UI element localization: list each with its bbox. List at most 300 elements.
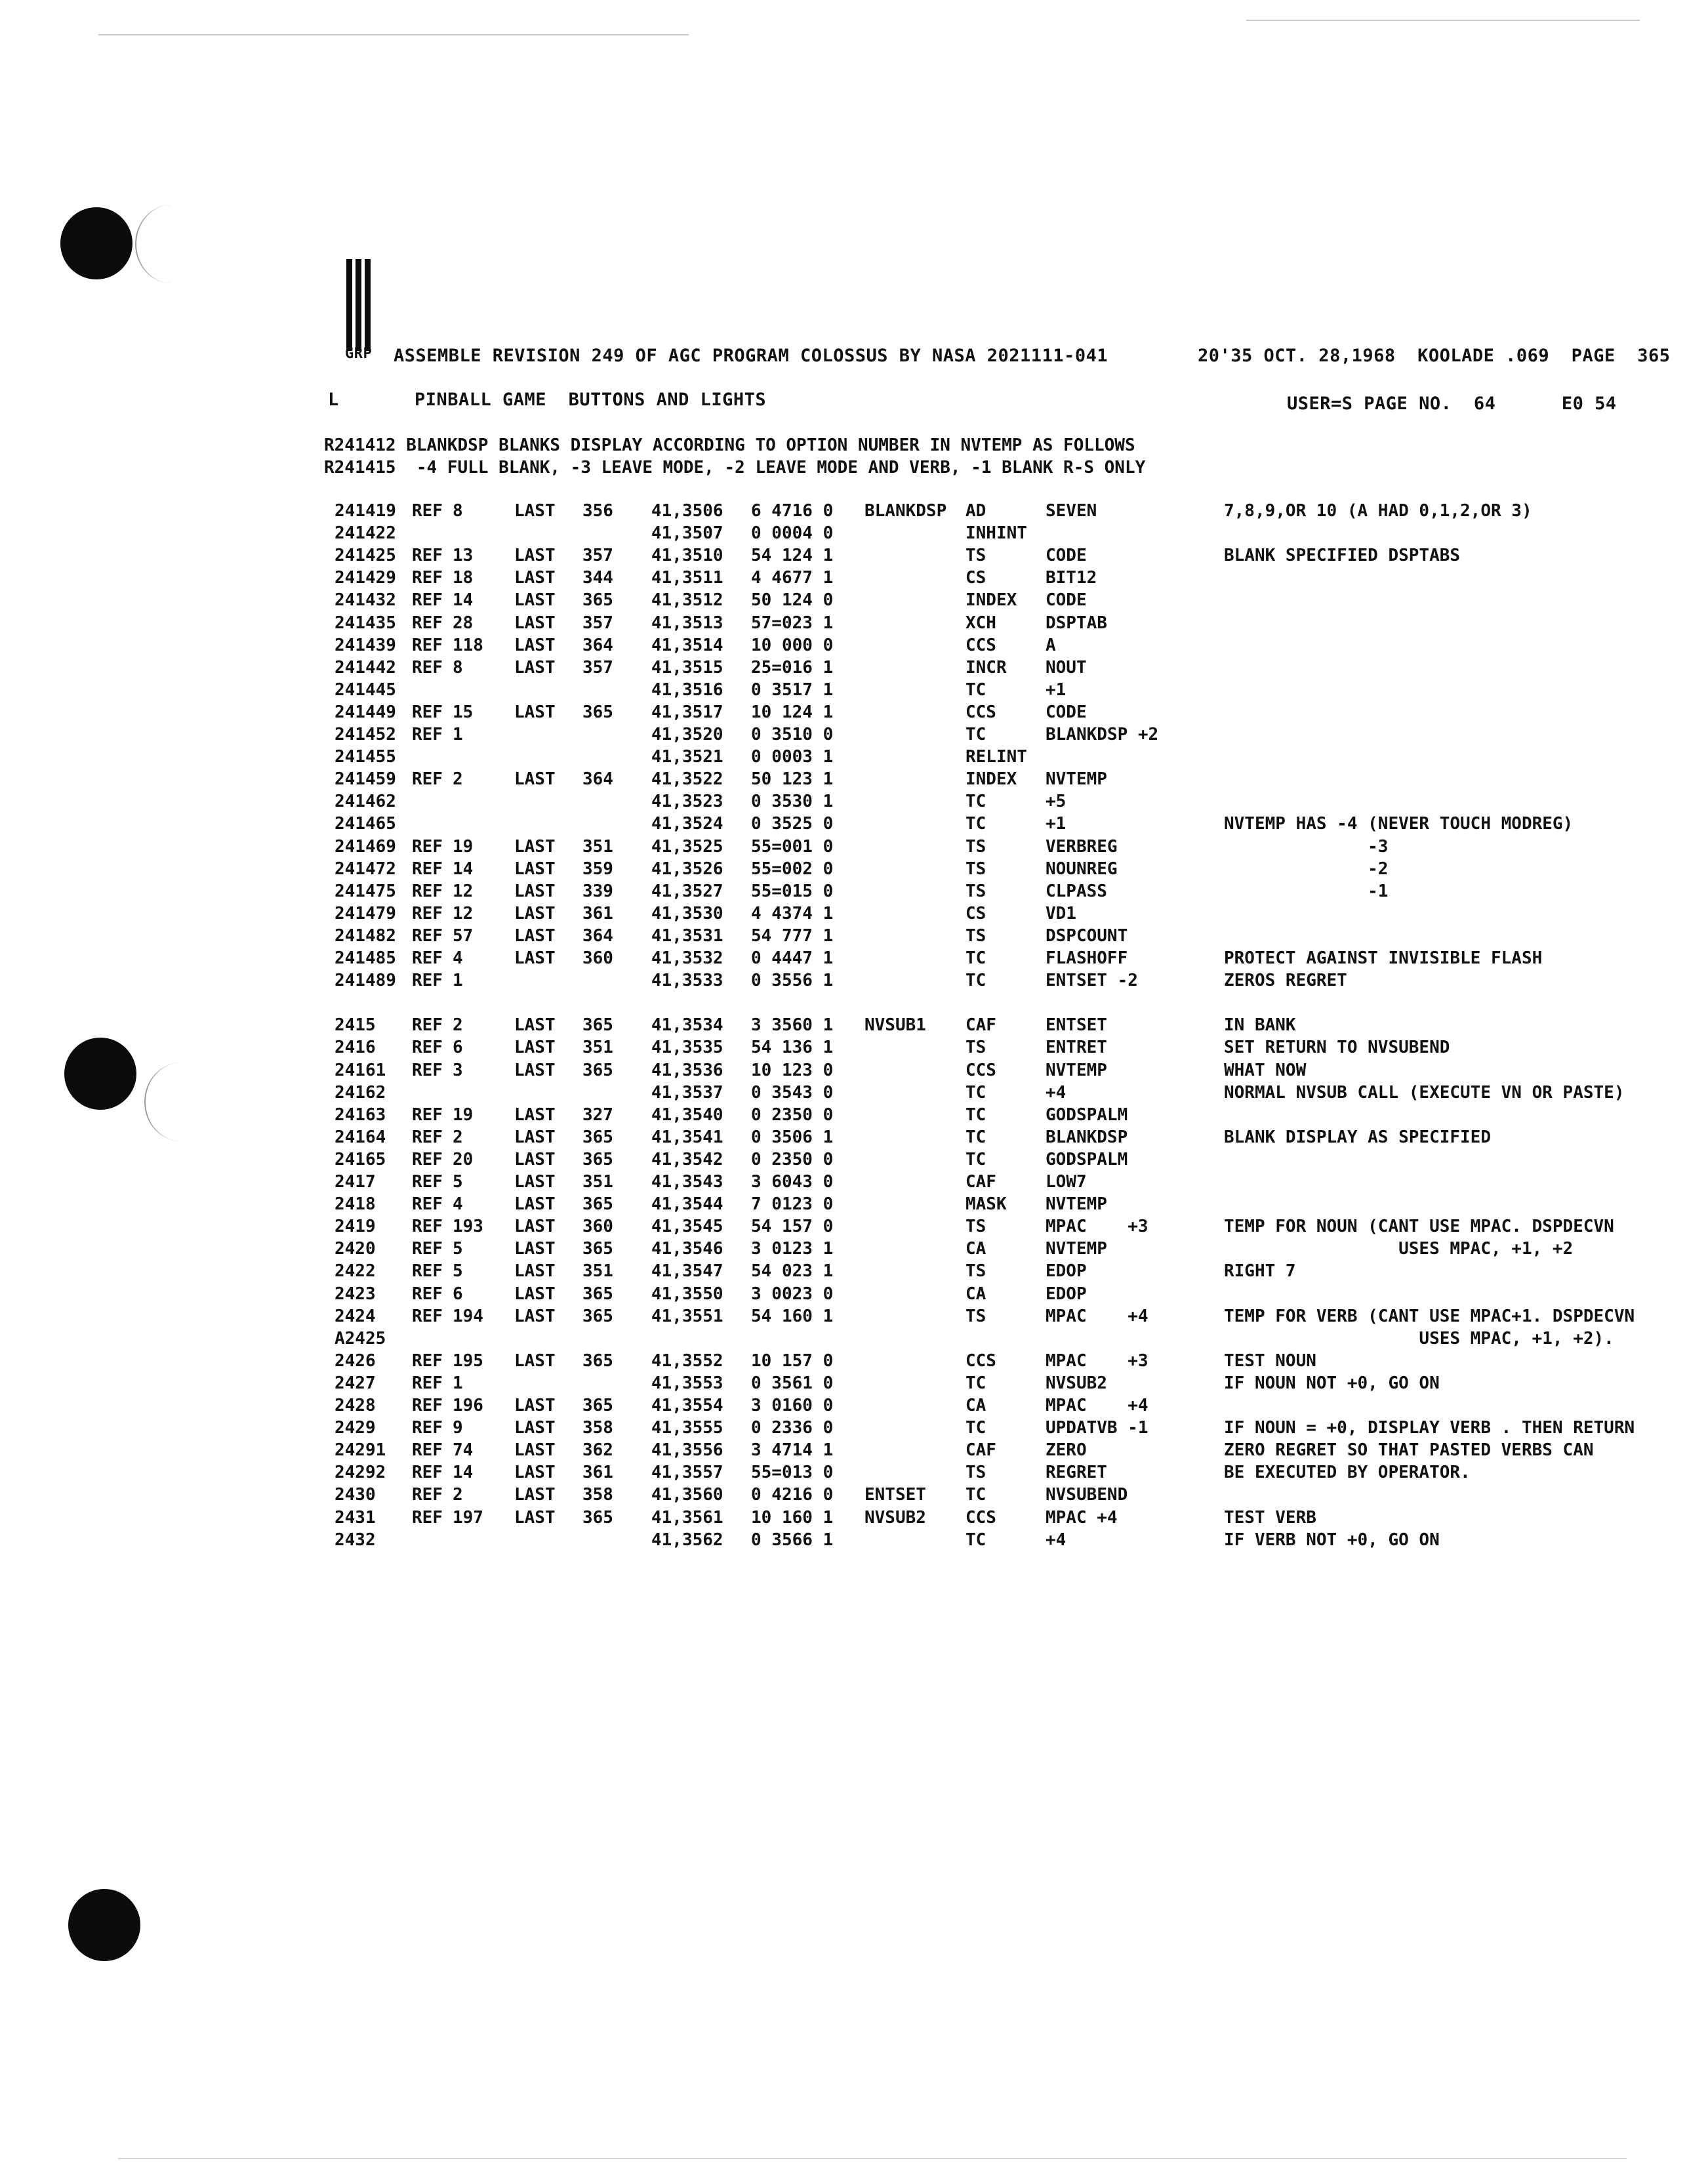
cell-ref-count: 2 [453, 1015, 463, 1035]
cell-last-page: 362 [582, 1440, 613, 1460]
cell-ref: REF [412, 636, 443, 655]
cell-ref-count: 193 [453, 1217, 483, 1236]
cell-last-page: 360 [582, 1217, 613, 1236]
cell-ref-count: 12 [453, 882, 474, 901]
listing-row [0, 837, 1708, 859]
listing-row [0, 1440, 1708, 1463]
cell-location: 2424 [335, 1307, 376, 1326]
cell-last-page: 365 [582, 1508, 613, 1528]
cell-last-page: 351 [582, 837, 613, 857]
cell-address: 41,3522 [651, 769, 723, 789]
cell-operand: UPDATVB -1 [1046, 1418, 1149, 1438]
cell-ref: REF [412, 702, 443, 722]
cell-address: 41,3542 [651, 1150, 723, 1169]
cell-ref: REF [412, 859, 443, 879]
cell-operand: NVTEMP [1046, 1061, 1107, 1080]
cell-ref: REF [412, 1440, 443, 1460]
cell-address: 41,3521 [651, 747, 723, 767]
cell-ref: REF [412, 926, 443, 946]
cell-label: NVSUB2 [864, 1508, 926, 1528]
cell-location: 2419 [335, 1217, 376, 1236]
cell-address: 41,3560 [651, 1485, 723, 1505]
cell-last-page: 356 [582, 501, 613, 521]
cell-location: 2418 [335, 1194, 376, 1214]
cell-last: LAST [514, 546, 556, 565]
cell-machine-word: 50 124 0 [751, 590, 834, 610]
cell-ref-count: 14 [453, 590, 474, 610]
cell-opcode: TC [966, 971, 986, 990]
cell-operand: ENTSET [1046, 1015, 1107, 1035]
cell-operand: DSPCOUNT [1046, 926, 1128, 946]
cell-machine-word: 0 3506 1 [751, 1127, 834, 1147]
cell-ref-count: 2 [453, 769, 463, 789]
listing-row [0, 1284, 1708, 1307]
listing-row [0, 948, 1708, 971]
cell-operand: EDOP [1046, 1284, 1087, 1304]
cell-comment: IF NOUN = +0, DISPLAY VERB . THEN RETURN [1224, 1418, 1635, 1438]
cell-machine-word: 0 3510 0 [751, 725, 834, 744]
cell-machine-word: 6 4716 0 [751, 501, 834, 521]
header-assembly-line: ASSEMBLE REVISION 249 OF AGC PROGRAM COLOSSUS BY NASA 2021111-041 [394, 346, 1108, 366]
cell-location: 241475 [335, 882, 396, 901]
cell-machine-word: 10 157 0 [751, 1351, 834, 1371]
cell-last-page: 365 [582, 1061, 613, 1080]
cell-operand: BIT12 [1046, 568, 1097, 588]
cell-ref: REF [412, 1396, 443, 1415]
cell-last: LAST [514, 1061, 556, 1080]
cell-opcode: CCS [966, 1508, 996, 1528]
cell-location: 2423 [335, 1284, 376, 1304]
cell-operand: BLANKDSP [1046, 1127, 1128, 1147]
cell-ref: REF [412, 1105, 443, 1125]
cell-address: 41,3554 [651, 1396, 723, 1415]
cell-operand: GODSPALM [1046, 1105, 1128, 1125]
listing-row [0, 523, 1708, 546]
cell-ref-count: 14 [453, 859, 474, 879]
cell-operand: EDOP [1046, 1261, 1087, 1281]
cell-last-page: 351 [582, 1172, 613, 1192]
cell-ref-count: 18 [453, 568, 474, 588]
cell-ref: REF [412, 658, 443, 678]
cell-last-page: 365 [582, 1284, 613, 1304]
cell-opcode: TC [966, 814, 986, 834]
cell-location: 241482 [335, 926, 396, 946]
cell-comment: TEMP FOR NOUN (CANT USE MPAC. DSPDECVN [1224, 1217, 1614, 1236]
cell-comment: IF NOUN NOT +0, GO ON [1224, 1373, 1440, 1393]
cell-address: 41,3547 [651, 1261, 723, 1281]
listing-row [0, 501, 1708, 523]
cell-location: 241489 [335, 971, 396, 990]
listing-row [0, 904, 1708, 926]
cell-last-page: 327 [582, 1105, 613, 1125]
cell-last: LAST [514, 1508, 556, 1528]
cell-last: LAST [514, 590, 556, 610]
listing-row [0, 1261, 1708, 1284]
cell-ref: REF [412, 1061, 443, 1080]
cell-ref-count: 14 [453, 1463, 474, 1482]
cell-ref-count: 5 [453, 1239, 463, 1259]
cell-ref-count: 1 [453, 725, 463, 744]
cell-operand: +4 [1046, 1083, 1067, 1103]
cell-operand: REGRET [1046, 1463, 1107, 1482]
cell-last: LAST [514, 1261, 556, 1281]
cell-address: 41,3513 [651, 613, 723, 633]
cell-location: 241439 [335, 636, 396, 655]
cell-last: LAST [514, 1440, 556, 1460]
cell-ref: REF [412, 1463, 443, 1482]
cell-opcode: TC [966, 1105, 986, 1125]
listing-row [0, 1194, 1708, 1217]
listing-row [0, 926, 1708, 948]
cell-opcode: TS [966, 1217, 986, 1236]
cell-last: LAST [514, 1418, 556, 1438]
cell-ref: REF [412, 1351, 443, 1371]
cell-last-page: 357 [582, 613, 613, 633]
cell-ref-count: 4 [453, 948, 463, 968]
cell-ref: REF [412, 568, 443, 588]
cell-last-page: 351 [582, 1261, 613, 1281]
cell-comment: TEMP FOR VERB (CANT USE MPAC+1. DSPDECVN [1224, 1307, 1635, 1326]
cell-location: 241419 [335, 501, 396, 521]
cell-address: 41,3540 [651, 1105, 723, 1125]
cell-opcode: CA [966, 1396, 986, 1415]
cell-ref-count: 2 [453, 1127, 463, 1147]
cell-last-page: 357 [582, 546, 613, 565]
cell-last-page: 364 [582, 926, 613, 946]
cell-operand: VD1 [1046, 904, 1076, 923]
cell-operand: MPAC +4 [1046, 1508, 1118, 1528]
cell-address: 41,3506 [651, 501, 723, 521]
cell-opcode: TS [966, 1261, 986, 1281]
cell-comment: USES MPAC, +1, +2 [1224, 1239, 1574, 1259]
cell-address: 41,3552 [651, 1351, 723, 1371]
listing-row [0, 747, 1708, 769]
cell-opcode: TC [966, 1530, 986, 1550]
cell-last-page: 365 [582, 1150, 613, 1169]
cell-machine-word: 10 000 0 [751, 636, 834, 655]
cell-last: LAST [514, 568, 556, 588]
cell-ref-count: 9 [453, 1418, 463, 1438]
cell-comment: USES MPAC, +1, +2). [1224, 1329, 1614, 1349]
cell-opcode: INDEX [966, 590, 1017, 610]
cell-address: 41,3524 [651, 814, 723, 834]
cell-comment: IF VERB NOT +0, GO ON [1224, 1530, 1440, 1550]
cell-last: LAST [514, 658, 556, 678]
cell-ref: REF [412, 1015, 443, 1035]
cell-location: 24164 [335, 1127, 386, 1147]
cell-last-page: 365 [582, 702, 613, 722]
cell-operand: ENTRET [1046, 1038, 1107, 1057]
cell-last: LAST [514, 882, 556, 901]
cell-last-page: 358 [582, 1485, 613, 1505]
cell-label: NVSUB1 [864, 1015, 926, 1035]
cell-ref: REF [412, 1127, 443, 1147]
cell-address: 41,3532 [651, 948, 723, 968]
cell-opcode: TC [966, 1127, 986, 1147]
listing-row [0, 971, 1708, 993]
cell-last-page: 358 [582, 1418, 613, 1438]
cell-last-page: 360 [582, 948, 613, 968]
cell-opcode: CCS [966, 1351, 996, 1371]
cell-machine-word: 0 0004 0 [751, 523, 834, 543]
cell-address: 41,3550 [651, 1284, 723, 1304]
cell-machine-word: 55=002 0 [751, 859, 834, 879]
cell-address: 41,3535 [651, 1038, 723, 1057]
listing-row [0, 1239, 1708, 1261]
cell-address: 41,3511 [651, 568, 723, 588]
cell-machine-word: 3 0123 1 [751, 1239, 834, 1259]
cell-machine-word: 50 123 1 [751, 769, 834, 789]
cell-operand: CODE [1046, 546, 1087, 565]
cell-operand: CLPASS [1046, 882, 1107, 901]
cell-machine-word: 3 6043 0 [751, 1172, 834, 1192]
cell-machine-word: 4 4677 1 [751, 568, 834, 588]
cell-address: 41,3525 [651, 837, 723, 857]
cell-ref: REF [412, 1172, 443, 1192]
cell-machine-word: 10 160 1 [751, 1508, 834, 1528]
cell-address: 41,3530 [651, 904, 723, 923]
cell-opcode: TS [966, 1307, 986, 1326]
cell-location: 241479 [335, 904, 396, 923]
listing-row [0, 1127, 1708, 1150]
punch-hole-ghost-top [135, 205, 209, 283]
cell-opcode: MASK [966, 1194, 1007, 1214]
cell-operand: BLANKDSP +2 [1046, 725, 1159, 744]
cell-operand: NOUT [1046, 658, 1087, 678]
cell-location: 241465 [335, 814, 396, 834]
cell-last: LAST [514, 948, 556, 968]
header-log-letter: L [328, 390, 339, 410]
cell-opcode: TC [966, 680, 986, 700]
cell-comment: IN BANK [1224, 1015, 1296, 1035]
cell-location: 241449 [335, 702, 396, 722]
cell-ref-count: 19 [453, 1105, 474, 1125]
cell-last: LAST [514, 1105, 556, 1125]
cell-address: 41,3533 [651, 971, 723, 990]
cell-machine-word: 3 0023 0 [751, 1284, 834, 1304]
cell-operand: NVTEMP [1046, 769, 1107, 789]
cell-machine-word: 3 0160 0 [751, 1396, 834, 1415]
cell-last-page: 361 [582, 904, 613, 923]
listing-row [0, 993, 1708, 1015]
cell-last: LAST [514, 837, 556, 857]
cell-operand: MPAC +3 [1046, 1351, 1149, 1371]
cell-opcode: TC [966, 948, 986, 968]
scan-speck [98, 34, 689, 35]
cell-last: LAST [514, 1284, 556, 1304]
cell-address: 41,3515 [651, 658, 723, 678]
cell-last: LAST [514, 1150, 556, 1169]
cell-last: LAST [514, 859, 556, 879]
cell-operand: +1 [1046, 814, 1067, 834]
cell-last: LAST [514, 1396, 556, 1415]
cell-machine-word: 10 123 0 [751, 1061, 834, 1080]
cell-opcode: RELINT [966, 747, 1027, 767]
listing-row [0, 1351, 1708, 1373]
listing-row [0, 658, 1708, 680]
header-date-page: 20'35 OCT. 28,1968 KOOLADE .069 PAGE 365 [1198, 346, 1671, 366]
cell-location: 241422 [335, 523, 396, 543]
cell-opcode: TS [966, 1038, 986, 1057]
cell-comment: SET RETURN TO NVSUBEND [1224, 1038, 1450, 1057]
cell-ref-count: 196 [453, 1396, 483, 1415]
cell-location: 241485 [335, 948, 396, 968]
cell-comment: TEST NOUN [1224, 1351, 1316, 1371]
cell-machine-word: 55=015 0 [751, 882, 834, 901]
cell-address: 41,3555 [651, 1418, 723, 1438]
cell-opcode: TC [966, 1373, 986, 1393]
cell-last: LAST [514, 1038, 556, 1057]
cell-ref: REF [412, 590, 443, 610]
cell-machine-word: 54 023 1 [751, 1261, 834, 1281]
cell-opcode: TC [966, 725, 986, 744]
cell-ref: REF [412, 501, 443, 521]
cell-address: 41,3534 [651, 1015, 723, 1035]
listing-row [0, 1329, 1708, 1351]
cell-comment: PROTECT AGAINST INVISIBLE FLASH [1224, 948, 1543, 968]
listing-row [0, 568, 1708, 590]
cell-ref: REF [412, 1373, 443, 1393]
cell-last-page: 359 [582, 859, 613, 879]
cell-address: 41,3551 [651, 1307, 723, 1326]
cell-last: LAST [514, 1217, 556, 1236]
cell-last-page: 365 [582, 1015, 613, 1035]
cell-ref-count: 74 [453, 1440, 474, 1460]
cell-operand: ZERO [1046, 1440, 1087, 1460]
cell-opcode: CCS [966, 636, 996, 655]
cell-operand: A [1046, 636, 1056, 655]
cell-machine-word: 0 4216 0 [751, 1485, 834, 1505]
cell-address: 41,3541 [651, 1127, 723, 1147]
cell-opcode: TC [966, 1150, 986, 1169]
cell-machine-word: 0 2336 0 [751, 1418, 834, 1438]
listing-row [0, 1217, 1708, 1239]
cell-address: 41,3544 [651, 1194, 723, 1214]
cell-ref-count: 194 [453, 1307, 483, 1326]
cell-address: 41,3507 [651, 523, 723, 543]
cell-ref-count: 15 [453, 702, 474, 722]
cell-last-page: 351 [582, 1038, 613, 1057]
cell-last: LAST [514, 904, 556, 923]
listing-row [0, 859, 1708, 882]
listing-row [0, 725, 1708, 747]
cell-machine-word: 0 3517 1 [751, 680, 834, 700]
cell-machine-word: 54 136 1 [751, 1038, 834, 1057]
cell-last: LAST [514, 1307, 556, 1326]
header-user-page: USER=S PAGE NO. 64 E0 54 [1287, 394, 1617, 414]
cell-opcode: TC [966, 1418, 986, 1438]
cell-machine-word: 54 157 0 [751, 1217, 834, 1236]
cell-last: LAST [514, 1239, 556, 1259]
cell-last: LAST [514, 1015, 556, 1035]
cell-operand: SEVEN [1046, 501, 1097, 521]
cell-ref: REF [412, 837, 443, 857]
cell-location: 2428 [335, 1396, 376, 1415]
cell-ref: REF [412, 1217, 443, 1236]
cell-machine-word: 0 3556 1 [751, 971, 834, 990]
cell-ref-count: 4 [453, 1194, 463, 1214]
cell-location: A2425 [335, 1329, 386, 1349]
cell-ref-count: 1 [453, 971, 463, 990]
cell-ref-count: 6 [453, 1284, 463, 1304]
cell-opcode: TC [966, 1083, 986, 1103]
cell-operand: CODE [1046, 702, 1087, 722]
cell-location: 2420 [335, 1239, 376, 1259]
cell-ref: REF [412, 613, 443, 633]
cell-ref-count: 195 [453, 1351, 483, 1371]
cell-address: 41,3546 [651, 1239, 723, 1259]
cell-operand: NVSUB2 [1046, 1373, 1107, 1393]
cell-machine-word: 3 3560 1 [751, 1015, 834, 1035]
cell-comment: BLANK SPECIFIED DSPTABS [1224, 546, 1461, 565]
cell-operand: FLASHOFF [1046, 948, 1128, 968]
cell-last: LAST [514, 1127, 556, 1147]
cell-last: LAST [514, 769, 556, 789]
cell-ref: REF [412, 1485, 443, 1505]
cell-comment: TEST VERB [1224, 1508, 1316, 1528]
cell-operand: +1 [1046, 680, 1067, 700]
cell-ref: REF [412, 769, 443, 789]
cell-ref: REF [412, 1508, 443, 1528]
cell-last: LAST [514, 501, 556, 521]
cell-location: 24161 [335, 1061, 386, 1080]
cell-machine-word: 55=013 0 [751, 1463, 834, 1482]
cell-ref-count: 19 [453, 837, 474, 857]
listing-row [0, 1105, 1708, 1127]
cell-location: 2427 [335, 1373, 376, 1393]
cell-last-page: 361 [582, 1463, 613, 1482]
listing-row [0, 882, 1708, 904]
listing-row [0, 1418, 1708, 1440]
listing-row [0, 1038, 1708, 1060]
cell-opcode: CA [966, 1239, 986, 1259]
listing-row [0, 769, 1708, 792]
listing-row [0, 1061, 1708, 1083]
cell-ref: REF [412, 725, 443, 744]
cell-ref-count: 28 [453, 613, 474, 633]
cell-location: 2429 [335, 1418, 376, 1438]
cell-operand: MPAC +3 [1046, 1217, 1149, 1236]
cell-last-page: 364 [582, 636, 613, 655]
cell-ref-count: 13 [453, 546, 474, 565]
cell-machine-word: 0 3566 1 [751, 1530, 834, 1550]
cell-location: 2432 [335, 1530, 376, 1550]
cell-operand: NVSUBEND [1046, 1485, 1128, 1505]
cell-last: LAST [514, 1463, 556, 1482]
punch-hole-top [60, 207, 132, 279]
cell-address: 41,3536 [651, 1061, 723, 1080]
cell-machine-word: 10 124 1 [751, 702, 834, 722]
cell-address: 41,3531 [651, 926, 723, 946]
cell-location: 241462 [335, 792, 396, 811]
cell-address: 41,3517 [651, 702, 723, 722]
cell-ref: REF [412, 948, 443, 968]
listing-row [0, 792, 1708, 814]
cell-operand: CODE [1046, 590, 1087, 610]
cell-operand: DSPTAB [1046, 613, 1107, 633]
cell-comment: ZERO REGRET SO THAT PASTED VERBS CAN [1224, 1440, 1594, 1460]
cell-comment: RIGHT 7 [1224, 1261, 1296, 1281]
cell-last: LAST [514, 926, 556, 946]
cell-address: 41,3527 [651, 882, 723, 901]
cell-location: 2426 [335, 1351, 376, 1371]
cell-last: LAST [514, 1194, 556, 1214]
listing-row [0, 546, 1708, 568]
cell-machine-word: 0 2350 0 [751, 1105, 834, 1125]
cell-comment: ZEROS REGRET [1224, 971, 1347, 990]
cell-ref: REF [412, 1038, 443, 1057]
cell-last: LAST [514, 613, 556, 633]
